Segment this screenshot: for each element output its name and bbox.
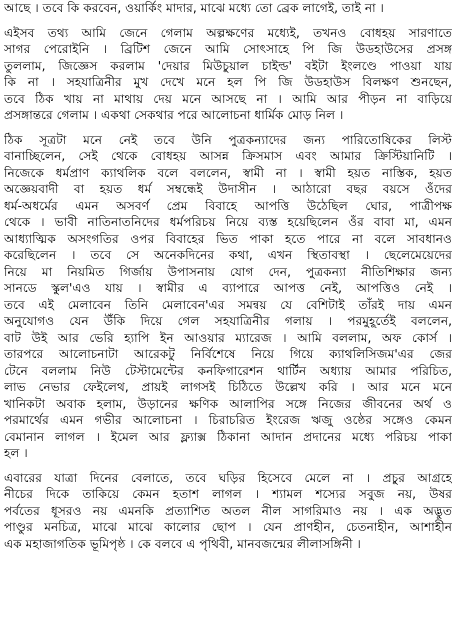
paragraph-1	[4, 0, 452, 17]
paragraph-gap	[4, 17, 452, 25]
text-line: পর্বতের ধূসরও নয় এমনকি প্রত্যাশিত অতল নীল সাগরিমাও নয় । এক অদ্ভুত	[4, 503, 452, 518]
text-line: লাভ নেভার ফেইলেথ, প্রায়ই লাগসই চিঠিতে উল্লেখ করি । আর মনে মনে	[4, 380, 452, 394]
text-line: পরমার্থের এমন গভীর আলোচনা । চিরাচরিত ইংরেজ ঋজু ওষ্ঠের সঙ্গেও কেমন	[4, 413, 452, 427]
paragraph-3	[4, 132, 452, 462]
text-line: হল ।	[4, 446, 28, 460]
text-line: এবারের যাত্রা দিনের বেলাতে, তবে ঘড়ির হিসেবে মেলে না । প্রচুর আগ্রহে	[4, 470, 452, 485]
paragraph-gap	[4, 124, 452, 132]
text-line: কি না । সহযাত্রিনীর মুখ দেখে মনে হল পি জি উডহাউস বিলক্ষণ শুনছেন,	[4, 75, 452, 89]
text-line: এইসব তথ্য আমি জেনে গেলাম অল্পক্ষণের মধ্যেই, তখনও বোধহয় সারণাতে	[4, 25, 452, 40]
text-line: নিজেকে ধর্মপ্রাণ ক্যাথলিক বলে বললেন, স্বামী না । স্বামী হয়ত নাস্তিক, হয়ত	[4, 165, 452, 180]
paragraph-2	[4, 25, 452, 124]
text-line: অজ্ঞেয়বাদী বা হয়ত ধর্ম সম্বন্ধেই উদাসীন । আঠারো বছর বয়সে ওঁদের	[4, 182, 452, 196]
paragraph-gap	[4, 462, 452, 470]
text-line: বাট উই আর ভেরি হ্যাপি ইন আওয়ার ম্যারেজ । আমি বললাম, অফ কোর্স ।	[4, 330, 452, 345]
text-line: অনুযোগও যেন উঁকি দিয়ে গেল সহযাত্রিনীর গলায় । পরমুহূর্তেই বললেন,	[4, 314, 452, 328]
text-line: সানডে স্কুল'এও যায় । স্বামীর এ ব্যাপারে আপত্ত নেই, আপত্তিও নেই ।	[4, 281, 452, 295]
text-line: এক মহাজাগতিক ভূমিপৃষ্ঠ । কে বলবে এ পৃথিবী, মানবজন্মের লীলাসঙ্গিনী ।	[4, 536, 361, 551]
text-line: প্রসঙ্গান্তরে গেলাম । একথা সেকথার পরে আলোচনা ধার্মিক মোড় নিল ।	[4, 108, 344, 122]
text-line: নিয়ে মা নিয়মিত গির্জায় উপাসনায় যোগ দেন, পুত্রকন্যা নীতিশিক্ষার জন্য	[4, 264, 452, 279]
text-line: আধ্যাত্মিক অসংগতির ওপর বিবাহের ভিত পাকা হতে পারে না বলে সাবধানও	[4, 231, 452, 246]
text-line: নীচের দিকে তাকিয়ে কেমন হতাশ লাগল । শ্যামল শস্যের সবুজ নয়, উষর	[4, 487, 452, 501]
text-line: আছে । তবে কি করবেন, ওয়ার্কিং মাদার, মাঝে মধ্যে তো ব্রেক লাগেই, তাই না ।	[4, 1, 384, 15]
text-line: তবে এই মেলাবেন তিনি মেলাবেন'এর সমন্বয় যে বেশিটাই তাঁরই দায় এমন	[4, 297, 452, 312]
text-line: খানিকটা অবাক হলাম, উড়ানের ক্ষণিক আলাপির সঙ্গে নিজের জীবনের অর্থ ও	[4, 396, 452, 411]
text-line: টেনে বললাম নিউ টেস্টামেন্টের কনফিগারেশন থার্টিন অধ্যায় আমার পরিচিত,	[4, 363, 452, 378]
paragraph-4	[4, 470, 452, 553]
text-line: সাগর পেরোইনি । ব্রিটিশ জেনে আমি সোৎসাহে পি জি উডহাউসের প্রসঙ্গ	[4, 42, 452, 56]
text-line: করেছিলেন । তবে সে অনেকদিনের কথা, এখন স্থিতাবস্থা । ছেলেমেয়েদের	[4, 248, 452, 262]
text-line: তুললাম, জিজ্ঞেস করলাম 'দেয়ার মিউচুয়াল চাইল্ড' বইটা ইংলণ্ডে পাওয়া যায়	[4, 58, 452, 73]
text-line: ঠিক সূত্রটা মনে নেই তবে উনি পুত্রকন্যাদের জন্য পারিতোষিকের লিস্ট	[4, 132, 452, 147]
text-line: বানাচ্ছিলেন, সেই থেকে বোধহয় আসন্ন ক্রিসমাস এবং আমার ক্রিস্টিয়ানিটি ।	[4, 149, 452, 163]
text-line: থেকে । ভাবী নাতিনাতনিদের ধর্মপরিচয় নিয়ে ব্যস্ত হয়েছিলেন ওঁর বাবা মা, এমন	[4, 215, 452, 229]
text-line: তারপরে আলোচনাটা আরেকটু নির্বিশেষে নিয়ে গিয়ে ক্যাথলিসিজম'এর জের	[4, 347, 452, 361]
text-line: বেমানান লাগল । ইমেল আর ফ্ল্যাক্স ঠিকানা আদান প্রদানের মধ্যে পরিচয় পাকা	[4, 429, 452, 444]
text-line: পাণ্ডুর মনচিত্র, মাঝে মাঝে কালোর ছোপ । যেন প্রাণহীন, চেতনাহীন, আশাহীন	[4, 520, 452, 534]
text-line: ধর্ম-অধর্মের এমন অসবর্ণ প্রেম বিবাহে আপত্তি উঠেছিল ঘোর, পাত্রীপক্ষ	[4, 198, 452, 213]
document-page	[4, 0, 452, 620]
text-line: তবে ঠিক খায় না মাথায় দেয় মনে আসছে না । আমি আর পীড়ন না বাড়িয়ে	[4, 91, 452, 106]
